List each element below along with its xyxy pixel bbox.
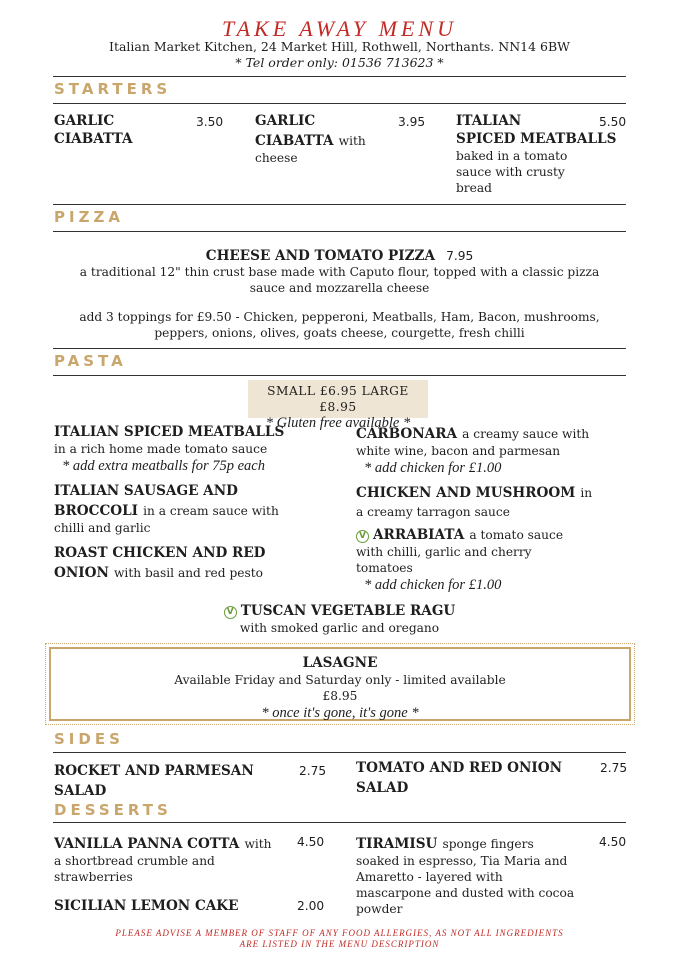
item-price: 2.75 (600, 761, 628, 775)
menu-item-chicken-mushroom (356, 482, 631, 522)
section-heading-sides: SIDES (54, 730, 124, 748)
item-name: CHEESE AND TOMATO PIZZA (205, 248, 436, 264)
menu-item-tuscan-ragu (0, 600, 679, 636)
allergy-notice: ARE LISTED IN THE MENU DESCRIPTION (239, 939, 440, 949)
item-name: GARLIC (54, 113, 115, 129)
restaurant-address: Italian Market Kitchen, 24 Market Hill, Rothwell, Northants. NN14 6BW (109, 39, 570, 54)
item-description: powder (356, 902, 403, 916)
menu-item-cheese-tomato-pizza (0, 245, 679, 265)
item-description: in a cream sauce with (143, 504, 279, 518)
vegetarian-icon: V (356, 530, 369, 543)
item-description: with (244, 837, 272, 851)
item-description: a creamy sauce with (462, 427, 590, 441)
pasta-sizes: SMALL £6.95 LARGE £8.95 (267, 384, 409, 414)
item-name: CIABATTA (54, 131, 133, 147)
item-name: CIABATTA (255, 133, 334, 149)
item-price: 7.95 (446, 249, 474, 263)
item-note: * add extra meatballs for 75p each (62, 458, 265, 474)
divider (53, 348, 626, 349)
item-name: GARLIC (255, 113, 316, 129)
item-price: 3.95 (398, 115, 426, 129)
item-name: VANILLA PANNA COTTA (54, 836, 240, 852)
item-description: a traditional 12" thin crust base made with Caputo flour, topped with a classic pizza (79, 265, 600, 279)
menu-item-tiramisu (356, 833, 596, 917)
menu-item-sicilian-lemon-cake: SICILIAN LEMON CAKE (54, 898, 239, 914)
item-name: ITALIAN (456, 113, 522, 129)
item-price: 2.75 (299, 764, 327, 778)
item-name: CARBONARA (356, 426, 458, 442)
section-heading-desserts: DESSERTS (54, 801, 172, 819)
pasta-price-badge (248, 380, 428, 431)
menu-item-tomato-red-onion-salad (356, 758, 596, 798)
menu-title: TAKE AWAY MENU (222, 16, 457, 41)
item-name: CHICKEN AND MUSHROOM (356, 485, 576, 501)
item-description: chilli and garlic (54, 521, 151, 535)
section-heading-starters: STARTERS (54, 80, 172, 98)
pizza-toppings: peppers, onions, olives, goats cheese, courgette, fresh chilli (154, 326, 525, 340)
item-name: ROAST CHICKEN AND RED (54, 545, 266, 561)
allergy-notice: PLEASE ADVISE A MEMBER OF STAFF OF ANY FOOD ALLERGIES, AS NOT ALL INGREDIENTS (115, 928, 564, 938)
item-name: SALAD (356, 780, 409, 796)
gluten-free-note: * Gluten free available * (265, 415, 411, 431)
item-name: TIRAMISU (356, 836, 438, 852)
menu-item-meatballs-pasta (54, 423, 354, 475)
item-description: with basil and red pesto (114, 566, 263, 580)
item-description: with chilli, garlic and cherry (356, 545, 532, 559)
item-name: ARRABIATA (373, 527, 465, 543)
menu-item-rocket-parmesan-salad (54, 761, 294, 801)
item-price: 5.50 (599, 115, 627, 129)
item-description: baked in a tomato (456, 149, 568, 163)
item-note: * add chicken for £1.00 (364, 577, 502, 593)
item-description: a creamy tarragon sauce (356, 505, 510, 519)
item-description: in a rich home made tomato sauce (54, 442, 268, 456)
item-price: £8.95 (322, 689, 358, 703)
pizza-toppings: add 3 toppings for £9.50 - Chicken, pepperoni, Meatballs, Ham, Bacon, mushrooms, (79, 310, 600, 324)
divider (53, 822, 626, 823)
item-note: * add chicken for £1.00 (364, 460, 502, 476)
item-description: mascarpone and dusted with cocoa (356, 886, 575, 900)
item-description: bread (456, 181, 492, 195)
divider (53, 375, 626, 376)
menu-item-sausage-broccoli (54, 482, 354, 536)
section-heading-pasta: PASTA (54, 352, 127, 370)
item-name: ONION (54, 565, 109, 581)
item-description: in (580, 486, 593, 500)
item-description: strawberries (54, 870, 133, 884)
divider (53, 752, 626, 753)
item-name: SALAD (54, 783, 107, 799)
divider (53, 76, 626, 77)
item-note: * once it's gone, it's gone * (261, 705, 419, 721)
menu-item-arrabiata (356, 524, 631, 594)
item-price: 4.50 (297, 835, 325, 849)
item-description: sauce with crusty (456, 165, 565, 179)
divider (53, 103, 626, 104)
item-description: a shortbread crumble and (54, 854, 215, 868)
item-name: ITALIAN SPICED MEATBALLS (54, 424, 285, 440)
menu-item-roast-chicken-red-onion (54, 544, 354, 582)
item-name: LASAGNE (302, 655, 378, 671)
divider (53, 204, 626, 205)
item-price: 4.50 (599, 835, 627, 849)
item-name: TOMATO AND RED ONION (356, 760, 563, 776)
item-price: 2.00 (297, 899, 325, 913)
item-description: cheese (255, 151, 298, 165)
item-description: with smoked garlic and oregano (239, 621, 440, 635)
item-description: Amaretto - layered with (356, 870, 503, 884)
lasagne-availability: Available Friday and Saturday only - limited available (174, 673, 506, 687)
item-description: with (338, 134, 366, 148)
item-name: BROCCOLI (54, 503, 139, 519)
item-description: white wine, bacon and parmesan (356, 444, 561, 458)
item-name: TUSCAN VEGETABLE RAGU (240, 603, 456, 619)
divider (53, 231, 626, 232)
lasagne-special-box (49, 647, 631, 721)
item-description: soaked in espresso, Tia Maria and (356, 854, 568, 868)
item-price: 3.50 (196, 115, 224, 129)
vegetarian-icon: V (224, 606, 237, 619)
item-description: a tomato sauce (469, 528, 564, 542)
telephone-line: * Tel order only: 01536 713623 * (235, 55, 444, 70)
menu-item-panna-cotta (54, 833, 294, 885)
item-name: ITALIAN SAUSAGE AND (54, 483, 238, 499)
menu-item-carbonara (356, 423, 631, 477)
item-description: sauce and mozzarella cheese (249, 281, 430, 295)
section-heading-pizza: PIZZA (54, 208, 124, 226)
item-name: SPICED MEATBALLS (456, 131, 617, 147)
item-description: sponge fingers (442, 837, 534, 851)
item-description: tomatoes (356, 561, 413, 575)
item-name: ROCKET AND PARMESAN (54, 763, 254, 779)
